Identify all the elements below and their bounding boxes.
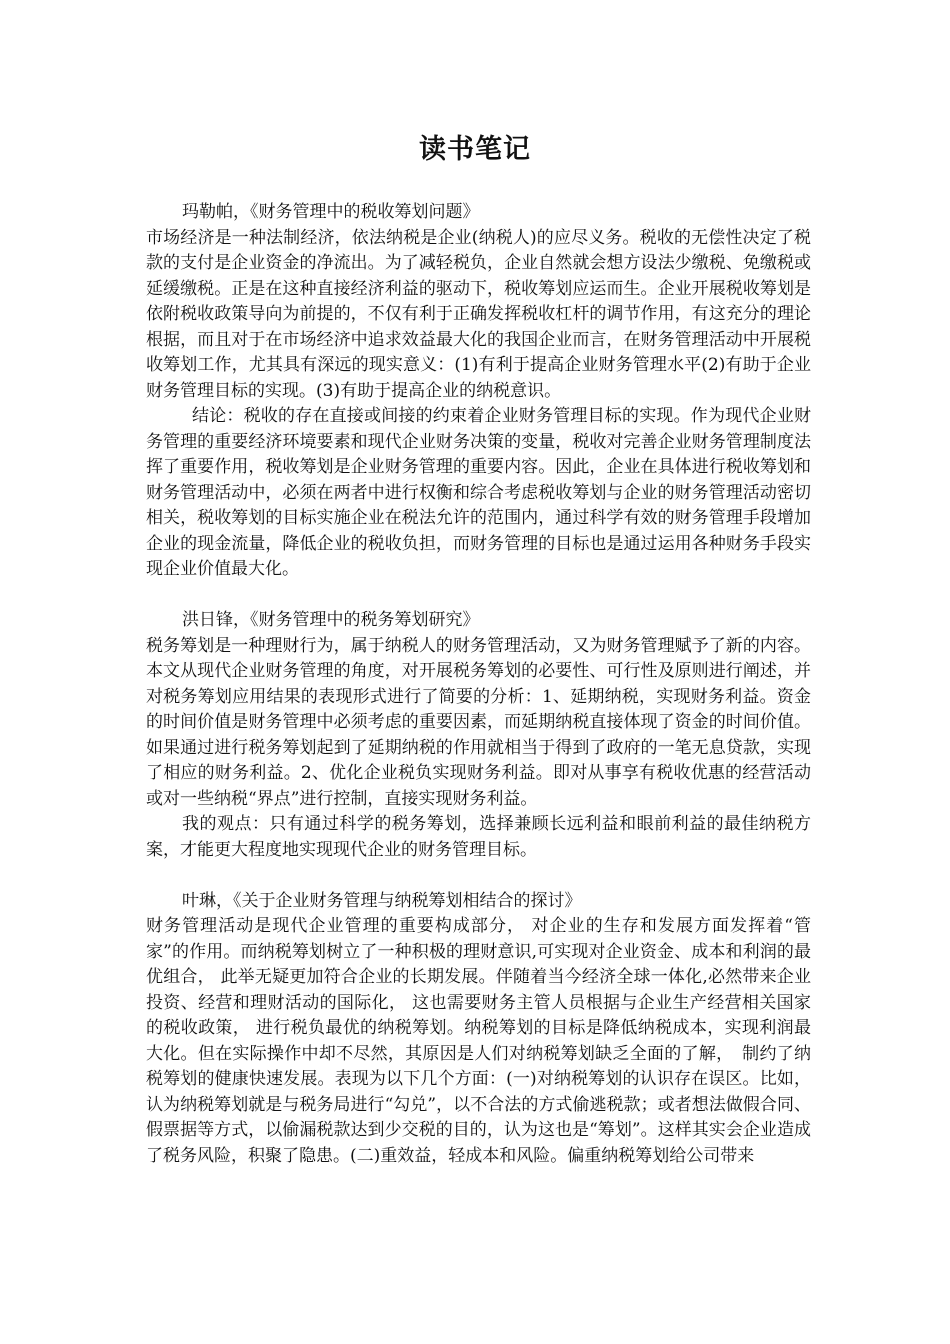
citation-2: 洪日锋，《财务管理中的税务筹划研究》 bbox=[182, 610, 480, 630]
summary-3: 财务管理活动是现代企业管理的重要构成部分， 对企业的生存和发展方面发挥着“管家”的作用。而纳税筹划树立了一种积极的理财意识,可实现对企业资金、成本和利润的最优组合， 此举无疑更加符合企业的长期发展。伴随着当今经济全球一体化,必然带来企业投资、经营和理财活动的国际化， 这也需要财务主管人员根据与企业生产经营相关国家的税收政策， 进行税负最优的纳税筹划。纳税筹划的目标是降低纳税成本，实现利润最大化。但在实际操作中却不尽然，其原因是人们对纳税筹划缺乏全面的了解， 制约了纳税筹划的健康快速发展。表现为以下几个方面：(一)对纳税筹划的认识存在误区。比如，认为纳税筹划就是与税务局进行“勾兑”，以不合法的方式偷逃税款；或者想法做假合同、假票据等方式，以偷漏税款达到少交税的目的，认为这也是“筹划”。这样其实会企业造成了税务风险，积聚了隐患。(二)重效益，轻成本和风险。偏重纳税筹划给公司带来 bbox=[146, 916, 811, 1166]
document-title: 读书笔记 bbox=[419, 134, 531, 165]
conclusion-1: 结论：税收的存在直接或间接的约束着企业财务管理目标的实现。作为现代企业财务管理的重要经济环境要素和现代企业财务决策的变量，税收对完善企业财务管理制度法挥了重要作用，税收筹划是企业财务管理的重要内容。因此，企业在具体进行税收筹划和财务管理活动中，必须在两者中进行权衡和综合考虑税收筹划与企业的财务管理活动密切相关，税收筹划的目标实施企业在税法允许的范围内，通过科学有效的财务管理手段增加企业的现金流量，降低企业的税收负担，而财务管理的目标也是通过运用各种财务手段实现企业价值最大化。 bbox=[146, 406, 811, 579]
summary-1: 市场经济是一种法制经济，依法纳税是企业(纳税人)的应尽义务。税收的无偿性决定了税款的支付是企业资金的净流出。为了减轻税负，企业自然就会想方设法少缴税、免缴税或延缓缴税。正是在这种直接经济利益的驱动下，税收筹划应运而生。企业开展税收筹划是依附税收政策导向为前提的，不仅有利于正确发挥税收杠杆的调节作用，有这充分的理论根据，而且对于在市场经济中追求效益最大化的我国企业而言，在财务管理活动中开展税收筹划工作，尤其具有深远的现实意义：(1)有利于提高企业财务管理水平(2)有助于企业财务管理目标的实现。(3)有助于提高企业的纳税意识。 bbox=[146, 227, 811, 401]
conclusion-2: 我的观点：只有通过科学的税务筹划，选择兼顾长远利益和眼前利益的最佳纳税方案，才能更大程度地实现现代企业的财务管理目标。 bbox=[146, 814, 811, 860]
citation-1: 玛勒帕，《财务管理中的税收筹划问题》 bbox=[182, 202, 480, 222]
summary-2: 税务筹划是一种理财行为，属于纳税人的财务管理活动，又为财务管理赋予了新的内容。本文从现代企业财务管理的角度，对开展税务筹划的必要性、可行性及原则进行阐述，并对税务筹划应用结果的表现形式进行了简要的分析：1、延期纳税，实现财务利益。资金的时间价值是财务管理中必须考虑的重要因素，而延期纳税直接体现了资金的时间价值。如果通过进行税务筹划起到了延期纳税的作用就相当于得到了政府的一笔无息贷款，实现了相应的财务利益。2、优化企业税负实现财务利益。即对从事享有税收优惠的经营活动或对一些纳税“界点”进行控制，直接实现财务利益。 bbox=[146, 635, 811, 809]
section-gap bbox=[146, 583, 811, 609]
document-body bbox=[146, 200, 811, 1169]
section-gap bbox=[146, 863, 811, 889]
citation-3: 叶琳，《关于企业财务管理与纳税筹划相结合的探讨》 bbox=[182, 890, 582, 911]
